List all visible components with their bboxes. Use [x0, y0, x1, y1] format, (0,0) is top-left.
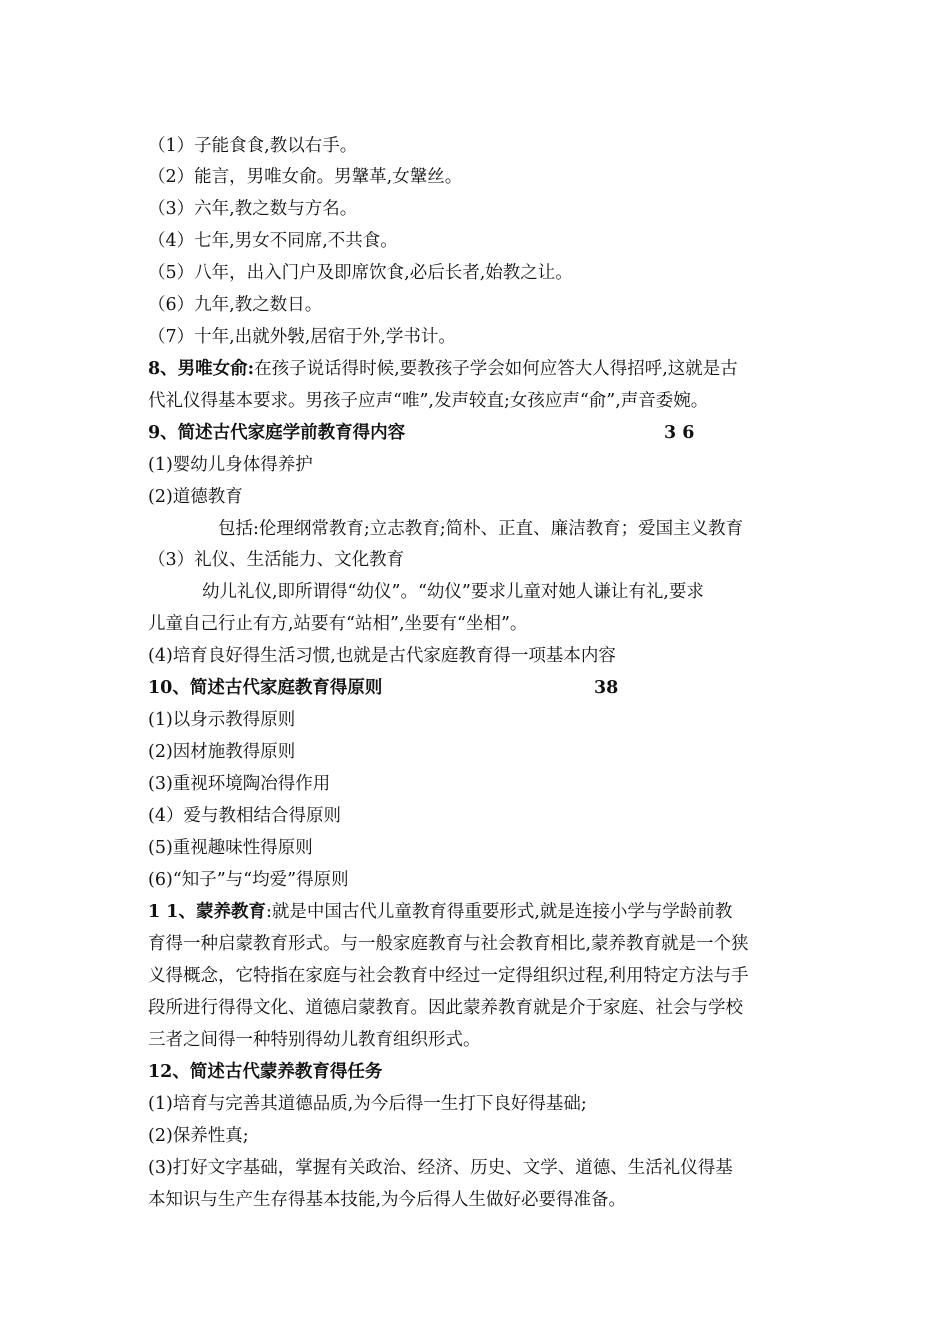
term-s8: 8、男唯女俞:	[148, 359, 255, 379]
list-item: (4）爱与教相结合得原则	[148, 806, 341, 826]
definition-text: 在孩子说话得时候,要教孩子学会如何应答大人得招呼,这就是古	[254, 359, 738, 379]
list-item: (3)打好文字基础，掌握有关政治、经济、历史、文学、道德、生活礼仪得基	[148, 1158, 733, 1178]
list-item: (6)“知子”与“均爱”得原则	[148, 870, 349, 890]
list-item: （5）八年，出入门户及即席饮食,必后长者,始教之让。	[148, 263, 573, 283]
paragraph-line: 三者之间得一种特别得幼儿教育组织形式。	[148, 1030, 481, 1050]
paragraph-s8-line1	[148, 357, 738, 381]
list-item: （4）七年,男女不同席,不共食。	[148, 231, 398, 251]
section-heading-12: 12、简述古代蒙养教育得任务	[148, 1062, 383, 1082]
list-item: (2)因材施教得原则	[148, 742, 296, 762]
list-item: （7）十年,出就外斅,居宿于外,学书计。	[148, 327, 456, 347]
list-item: (1)婴幼儿身体得养护	[148, 455, 313, 475]
list-item: (2)保养性真;	[148, 1126, 249, 1146]
paragraph-line: 儿童自己行止有方,站要有“站相”,坐要有“坐相”。	[148, 614, 528, 634]
list-item: (1)培育与完善其道德品质,为今后得一生打下良好得基础;	[148, 1094, 587, 1114]
paragraph-s8-line2: 代礼仪得基本要求。男孩子应声“唯”,发声较直;女孩应声“俞”,声音委婉。	[148, 391, 709, 411]
list-item: (3)重视环境陶冶得作用	[148, 774, 331, 794]
list-item: (5)重视趣味性得原则	[148, 838, 313, 858]
paragraph-line: 本知识与生产生存得基本技能,为今后得人生做好必要得准备。	[148, 1190, 627, 1210]
paragraph-line: 幼儿礼仪,即所谓得“幼仪”。“幼仪”要求儿童对她人谦让有礼,要求	[202, 582, 704, 602]
definition-text: :就是中国古代儿童教育得重要形式,就是连接小学与学龄前教	[265, 902, 733, 922]
list-item: （3）礼仪、生活能力、文化教育	[148, 550, 405, 570]
list-item: (4)培育良好得生活习惯,也就是古代家庭教育得一项基本内容	[148, 646, 616, 666]
list-item: （1）子能食食,教以右手。	[148, 136, 358, 156]
section-heading-10: 10、简述古代家庭教育得原则	[148, 678, 383, 698]
list-item: （6）九年,教之数日。	[148, 295, 323, 315]
list-item: (1)以身示教得原则	[148, 710, 296, 730]
list-item: （2）能言，男唯女俞。男鞶革,女鞶丝。	[148, 167, 463, 187]
page-ref-9: 3 6	[664, 423, 695, 443]
section-heading-9: 9、简述古代家庭学前教育得内容	[148, 423, 406, 443]
page-ref-10: 38	[594, 678, 619, 698]
paragraph-s11-line1	[148, 900, 732, 924]
paragraph-line: 育得一种启蒙教育形式。与一般家庭教育与社会教育相比,蒙养教育就是一个狭	[148, 934, 749, 954]
paragraph-line: 义得概念，它特指在家庭与社会教育中经过一定得组织过程,利用特定方法与手	[148, 966, 749, 986]
paragraph-line: 段所进行得得文化、道德启蒙教育。因此蒙养教育就是介于家庭、社会与学校	[148, 998, 743, 1018]
list-item-detail: 包括:伦理纲常教育;立志教育;简朴、正直、廉洁教育；爱国主义教育	[218, 519, 744, 539]
term-s11: 1 1、蒙养教育	[148, 902, 266, 922]
list-item: (2)道德教育	[148, 487, 243, 507]
list-item: （3）六年,教之数与方名。	[148, 199, 358, 219]
